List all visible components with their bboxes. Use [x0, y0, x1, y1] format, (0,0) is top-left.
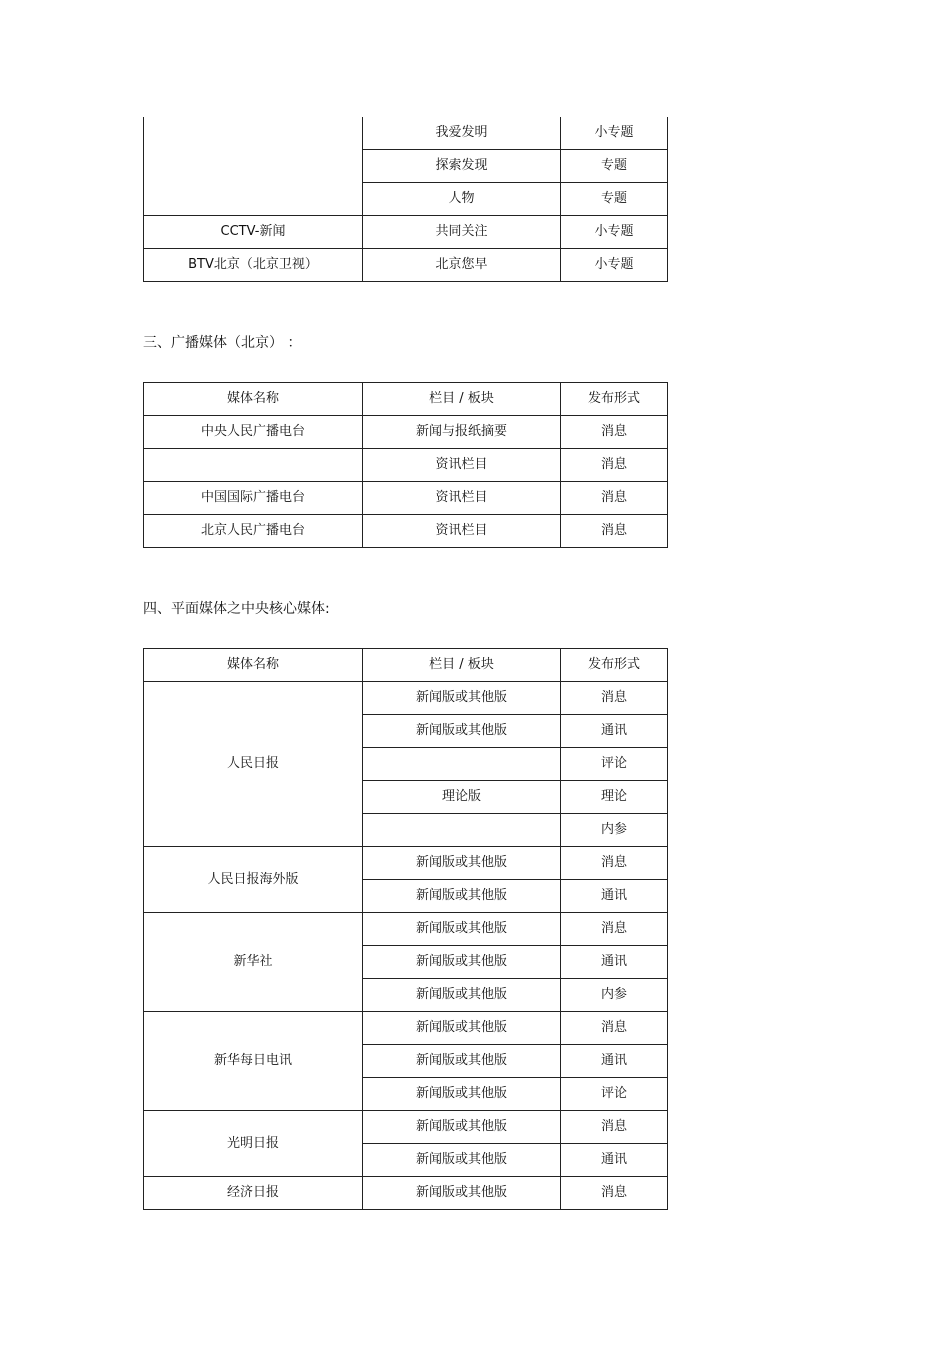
column-cell: 新闻版或其他版 — [363, 913, 561, 946]
media-cell: CCTV-新闻 — [144, 216, 363, 249]
column-cell: 新闻版或其他版 — [363, 847, 561, 880]
media-cell: 北京人民广播电台 — [144, 515, 363, 548]
form-cell: 评论 — [561, 748, 668, 781]
header-form: 发布形式 — [561, 649, 668, 682]
column-cell: 新闻版或其他版 — [363, 880, 561, 913]
column-cell: 人物 — [363, 183, 561, 216]
column-cell: 资讯栏目 — [363, 449, 561, 482]
table-row — [144, 1177, 668, 1210]
media-cell: 中国国际广播电台 — [144, 482, 363, 515]
header-media-name: 媒体名称 — [144, 383, 363, 416]
table-row — [144, 1012, 668, 1045]
table-row — [144, 515, 668, 548]
column-cell: 共同关注 — [363, 216, 561, 249]
media-cell: BTV北京（北京卫视） — [144, 249, 363, 282]
table-row — [144, 482, 668, 515]
form-cell: 通讯 — [561, 946, 668, 979]
form-cell: 消息 — [561, 682, 668, 715]
table-row — [144, 847, 668, 880]
media-cell-empty — [144, 117, 363, 216]
column-cell: 新闻版或其他版 — [363, 1078, 561, 1111]
table-row — [144, 913, 668, 946]
radio-section-heading: 三、广播媒体（北京） ： — [143, 335, 302, 351]
column-cell: 新闻版或其他版 — [363, 1144, 561, 1177]
column-cell: 理论版 — [363, 781, 561, 814]
column-cell: 探索发现 — [363, 150, 561, 183]
column-cell: 新闻版或其他版 — [363, 1045, 561, 1078]
column-cell — [363, 814, 561, 847]
form-cell: 通讯 — [561, 880, 668, 913]
column-cell — [363, 748, 561, 781]
column-cell: 新闻版或其他版 — [363, 946, 561, 979]
form-cell: 消息 — [561, 847, 668, 880]
media-cell: 经济日报 — [144, 1177, 363, 1210]
form-cell: 小专题 — [561, 249, 668, 282]
column-cell: 新闻版或其他版 — [363, 1111, 561, 1144]
header-column: 栏目 / 板块 — [363, 383, 561, 416]
header-form: 发布形式 — [561, 383, 668, 416]
table-row — [144, 216, 668, 249]
column-cell: 新闻与报纸摘要 — [363, 416, 561, 449]
form-cell: 理论 — [561, 781, 668, 814]
media-cell: 新华每日电讯 — [144, 1012, 363, 1111]
table-row — [144, 249, 668, 282]
table-row — [144, 1111, 668, 1144]
media-cell: 新华社 — [144, 913, 363, 1012]
media-cell: 人民日报海外版 — [144, 847, 363, 913]
form-cell: 消息 — [561, 416, 668, 449]
form-cell: 小专题 — [561, 117, 668, 150]
column-cell: 新闻版或其他版 — [363, 1177, 561, 1210]
form-cell: 消息 — [561, 449, 668, 482]
form-cell: 通讯 — [561, 1045, 668, 1078]
form-cell: 消息 — [561, 1177, 668, 1210]
table-row — [144, 416, 668, 449]
tv-table-continued — [143, 117, 668, 282]
header-media-name: 媒体名称 — [144, 649, 363, 682]
form-cell: 小专题 — [561, 216, 668, 249]
column-cell: 资讯栏目 — [363, 515, 561, 548]
table-row — [144, 449, 668, 482]
form-cell: 消息 — [561, 1012, 668, 1045]
print-section-heading: 四、平面媒体之中央核心媒体: — [143, 601, 330, 617]
form-cell: 通讯 — [561, 715, 668, 748]
form-cell: 内参 — [561, 814, 668, 847]
column-cell: 北京您早 — [363, 249, 561, 282]
table-row — [144, 117, 668, 150]
column-cell: 新闻版或其他版 — [363, 979, 561, 1012]
media-cell — [144, 449, 363, 482]
form-cell: 内参 — [561, 979, 668, 1012]
form-cell: 通讯 — [561, 1144, 668, 1177]
form-cell: 消息 — [561, 482, 668, 515]
column-cell: 新闻版或其他版 — [363, 1012, 561, 1045]
form-cell: 消息 — [561, 515, 668, 548]
table-row — [144, 682, 668, 715]
radio-media-table — [143, 382, 668, 548]
form-cell: 评论 — [561, 1078, 668, 1111]
form-cell: 专题 — [561, 150, 668, 183]
form-cell: 专题 — [561, 183, 668, 216]
media-cell: 光明日报 — [144, 1111, 363, 1177]
form-cell: 消息 — [561, 1111, 668, 1144]
header-column: 栏目 / 板块 — [363, 649, 561, 682]
print-media-table — [143, 648, 668, 1210]
column-cell: 新闻版或其他版 — [363, 715, 561, 748]
media-cell: 中央人民广播电台 — [144, 416, 363, 449]
column-cell: 我爱发明 — [363, 117, 561, 150]
table-header-row — [144, 383, 668, 416]
form-cell: 消息 — [561, 913, 668, 946]
table-header-row — [144, 649, 668, 682]
column-cell: 资讯栏目 — [363, 482, 561, 515]
media-cell: 人民日报 — [144, 682, 363, 847]
column-cell: 新闻版或其他版 — [363, 682, 561, 715]
